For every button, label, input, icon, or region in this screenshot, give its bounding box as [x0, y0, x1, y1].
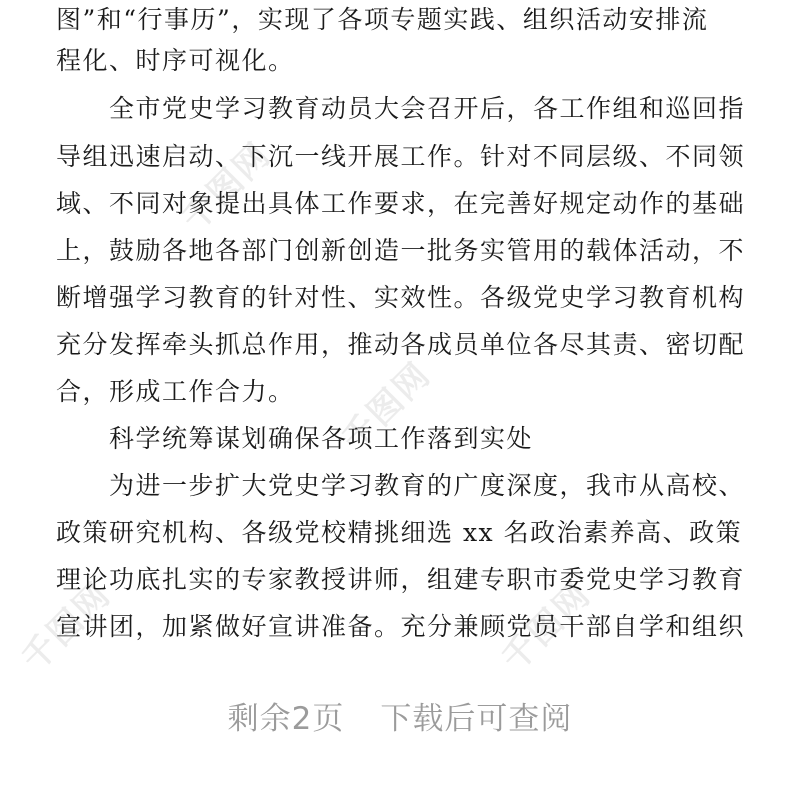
text-line: 程化、时序可视化。 [56, 46, 295, 75]
watermark: 千图网 [334, 354, 439, 460]
text-line: 域、不同对象提出具体工作要求，在完善好规定动作的基础 [56, 189, 746, 218]
download-prompt-banner[interactable] [0, 694, 800, 744]
text-line: 上，鼓励各地各部门创新创造一批务实管用的载体活动，不 [56, 236, 746, 265]
text-line: 合，形成工作合力。 [56, 377, 295, 406]
text-line: 断增强学习教育的针对性、实效性。各级党史学习教育机构 [56, 283, 746, 312]
text-line: 宣讲团，加紧做好宣讲准备。充分兼顾党员干部自学和组织 [56, 612, 746, 641]
remaining-pages-label: 剩余2页 [227, 701, 345, 737]
text-line: 政策研究机构、各级党校精挑细选 xx 名政治素养高、政策 [56, 518, 743, 547]
text-line: 全市党史学习教育动员大会召开后，各工作组和巡回指 [56, 94, 746, 123]
watermark: 千图网 [494, 574, 599, 680]
text-line: 充分发挥牵头抓总作用，推动各成员单位各尽其责、密切配 [56, 330, 746, 359]
watermark: 千图网 [14, 574, 119, 680]
text-line: 图”和“行事历”，实现了各项专题实践、组织活动安排流 [56, 5, 709, 34]
text-line: 理论功底扎实的专家教授讲师，组建专职市委党史学习教育 [56, 565, 746, 594]
text-line: 导组迅速启动、下沉一线开展工作。针对不同层级、不同领 [56, 142, 746, 171]
text-line: 为进一步扩大党史学习教育的广度深度，我市从高校、 [56, 471, 746, 500]
download-prompt-label: 下载后可查阅 [380, 701, 573, 737]
watermark: 千图网 [174, 134, 279, 240]
section-heading: 科学统筹谋划确保各项工作落到实处 [56, 424, 534, 453]
